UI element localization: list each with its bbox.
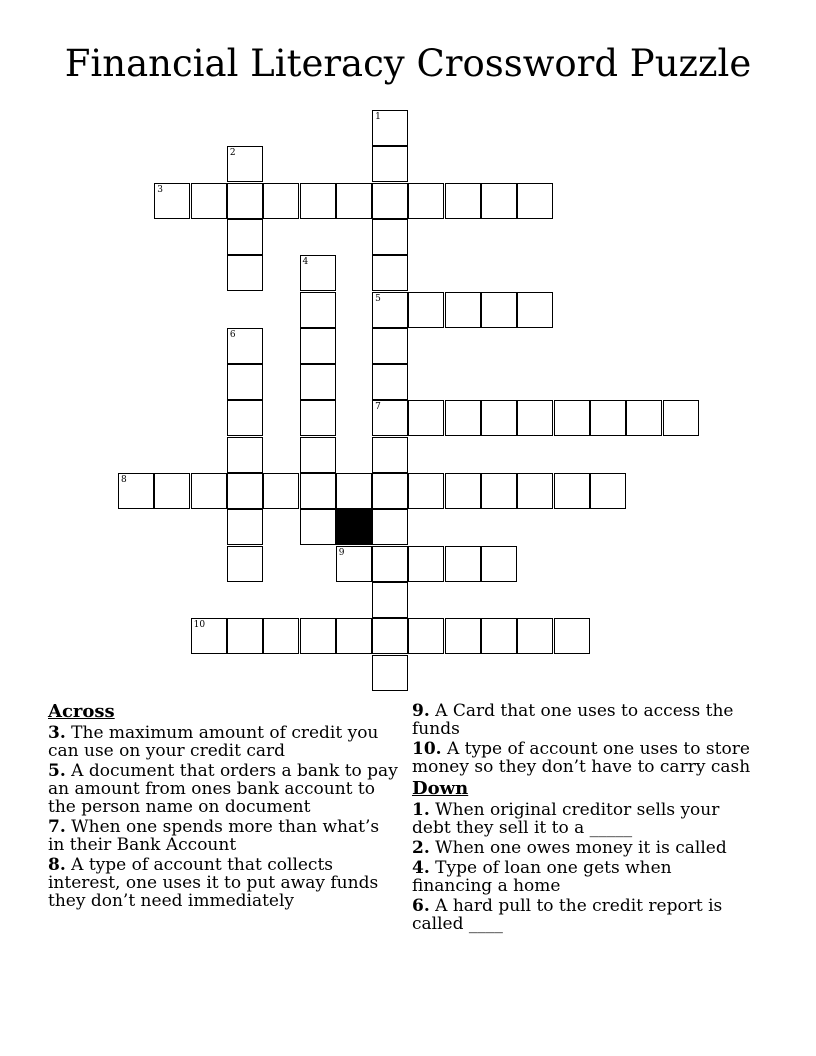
clue-number: 5. <box>48 761 66 781</box>
grid-cell[interactable] <box>408 292 444 328</box>
grid-cell[interactable] <box>300 437 336 473</box>
grid-cell[interactable] <box>626 400 662 436</box>
grid-cell[interactable] <box>227 618 263 654</box>
grid-cell[interactable] <box>372 183 408 219</box>
across-clue-9 <box>412 702 757 738</box>
cell-number: 9 <box>338 547 345 558</box>
clue-text: When original creditor sells your debt they sell it to a _____ <box>412 800 720 838</box>
down-clue-4 <box>412 859 757 895</box>
grid-cell[interactable] <box>445 618 481 654</box>
grid-cell[interactable] <box>408 618 444 654</box>
clue-text: The maximum amount of credit you can use on your credit card <box>48 723 379 761</box>
grid-cell[interactable] <box>263 618 299 654</box>
down-clue-1 <box>412 801 757 837</box>
across-heading: Across <box>48 701 115 722</box>
clue-number: 7. <box>48 817 66 837</box>
grid-cell[interactable] <box>372 655 408 691</box>
clue-number: 9. <box>412 701 430 721</box>
clue-text: When one owes money it is called <box>435 838 727 858</box>
grid-cell[interactable] <box>554 618 590 654</box>
grid-cell[interactable] <box>481 292 517 328</box>
grid-cell[interactable] <box>481 618 517 654</box>
down-heading: Down <box>412 778 469 799</box>
across-clue-10 <box>412 740 757 776</box>
grid-cell[interactable] <box>372 509 408 545</box>
grid-cell[interactable] <box>227 400 263 436</box>
puzzle-title: Financial Literacy Crossword Puzzle <box>64 42 752 85</box>
grid-cell[interactable] <box>445 546 481 582</box>
grid-cell[interactable] <box>372 292 408 328</box>
grid-cell[interactable] <box>408 183 444 219</box>
cell-number: 2 <box>229 148 236 159</box>
grid-cell[interactable] <box>154 473 190 509</box>
grid-cell[interactable] <box>227 546 263 582</box>
clue-number: 10. <box>412 739 442 759</box>
cell-number: 8 <box>121 475 127 485</box>
grid-cell[interactable] <box>227 219 263 255</box>
across-clue-3 <box>48 724 398 760</box>
grid-cell[interactable] <box>154 183 190 219</box>
down-clue-2 <box>412 839 757 857</box>
grid-cell[interactable] <box>408 400 444 436</box>
grid-cell[interactable] <box>263 183 299 219</box>
clues-column-right <box>412 702 757 935</box>
clue-text: Type of loan one gets when financing a home <box>412 858 672 896</box>
grid-cell[interactable] <box>372 364 408 400</box>
grid-cell[interactable] <box>263 473 299 509</box>
grid-cell[interactable] <box>372 328 408 364</box>
grid-cell[interactable] <box>336 546 372 582</box>
grid-cell[interactable] <box>372 110 408 146</box>
across-clue-7 <box>48 818 398 854</box>
grid-cell[interactable] <box>191 183 227 219</box>
grid-cell[interactable] <box>372 255 408 291</box>
grid-cell[interactable] <box>517 473 553 509</box>
clue-text: When one spends more than what’s in their Bank Account <box>48 817 380 855</box>
clues-column-left <box>48 702 398 912</box>
grid-cell[interactable] <box>118 473 154 509</box>
grid-cell[interactable] <box>300 328 336 364</box>
cell-number: 4 <box>302 257 309 268</box>
grid-cell[interactable] <box>372 219 408 255</box>
clue-number: 8. <box>48 855 66 875</box>
clue-number: 4. <box>412 858 430 878</box>
grid-cell[interactable] <box>227 328 263 364</box>
clue-text: A hard pull to the credit report is called ____ <box>412 896 723 934</box>
clue-text: A type of account one uses to store money so they don’t have to carry cash <box>412 739 751 777</box>
grid-cell[interactable] <box>300 473 336 509</box>
grid-cell[interactable] <box>227 437 263 473</box>
down-clue-6 <box>412 897 757 933</box>
grid-cell[interactable] <box>300 292 336 328</box>
grid-cell[interactable] <box>517 292 553 328</box>
grid-cell[interactable] <box>300 255 336 291</box>
grid-cell[interactable] <box>445 400 481 436</box>
grid-cell[interactable] <box>445 183 481 219</box>
grid-cell[interactable] <box>300 183 336 219</box>
grid-cell[interactable] <box>300 509 336 545</box>
cell-number: 3 <box>157 184 164 195</box>
clue-text: A Card that one uses to access the funds <box>412 701 734 739</box>
grid-cell[interactable] <box>191 618 227 654</box>
across-clue-5 <box>48 762 398 816</box>
clue-number: 1. <box>412 800 430 820</box>
grid-cell[interactable] <box>517 618 553 654</box>
grid-cell[interactable] <box>445 473 481 509</box>
clue-number: 2. <box>412 838 430 858</box>
grid-cell[interactable] <box>408 546 444 582</box>
clue-text: A document that orders a bank to pay an amount from ones bank account to the person name on document <box>48 761 398 817</box>
grid-cell[interactable] <box>372 618 408 654</box>
grid-cell[interactable] <box>300 364 336 400</box>
grid-cell[interactable] <box>227 255 263 291</box>
grid-cell[interactable] <box>481 546 517 582</box>
grid-cell[interactable] <box>590 400 626 436</box>
grid-cell[interactable] <box>408 473 444 509</box>
grid-cell[interactable] <box>300 400 336 436</box>
grid-cell[interactable] <box>227 183 263 219</box>
grid-cell[interactable] <box>554 473 590 509</box>
grid-cell[interactable] <box>300 618 336 654</box>
grid-cell[interactable] <box>227 473 263 509</box>
clue-text: A type of account that collects interest, one uses it to put away funds they don’t need immediately <box>48 855 379 911</box>
grid-cell[interactable] <box>517 400 553 436</box>
grid-cell[interactable] <box>227 146 263 182</box>
grid-cell[interactable] <box>517 183 553 219</box>
grid-cell[interactable] <box>227 364 263 400</box>
grid-cell[interactable] <box>372 400 408 436</box>
grid-cell[interactable] <box>372 473 408 509</box>
grid-cell[interactable] <box>336 473 372 509</box>
grid-cell[interactable] <box>481 183 517 219</box>
grid-cell[interactable] <box>663 400 699 436</box>
grid-cell[interactable] <box>481 473 517 509</box>
grid-cell[interactable] <box>445 292 481 328</box>
grid-cell[interactable] <box>372 146 408 182</box>
black-cell <box>336 509 372 545</box>
grid-cell[interactable] <box>372 582 408 618</box>
clue-number: 6. <box>412 896 430 916</box>
cell-number: 5 <box>375 293 381 304</box>
cell-number: 1 <box>375 112 381 122</box>
cell-number: 10 <box>193 620 206 631</box>
grid-cell[interactable] <box>554 400 590 436</box>
grid-cell[interactable] <box>227 509 263 545</box>
grid-cell[interactable] <box>336 183 372 219</box>
grid-cell[interactable] <box>590 473 626 509</box>
grid-cell[interactable] <box>336 618 372 654</box>
grid-cell[interactable] <box>481 400 517 436</box>
cell-number: 7 <box>375 402 381 413</box>
clue-number: 3. <box>48 723 66 743</box>
across-clue-8 <box>48 856 398 910</box>
grid-cell[interactable] <box>191 473 227 509</box>
grid-cell[interactable] <box>372 546 408 582</box>
cell-number: 6 <box>229 329 236 340</box>
grid-cell[interactable] <box>372 437 408 473</box>
